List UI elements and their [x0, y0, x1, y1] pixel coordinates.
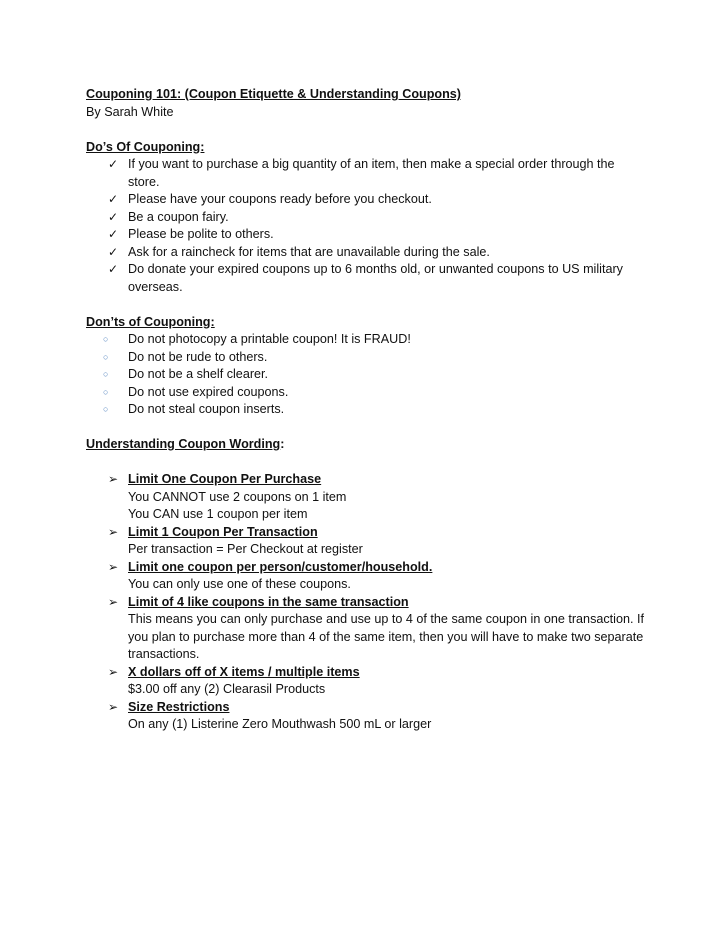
list-item: ➢ X dollars off of X items / multiple items $3.00 off any (2) Clearasil Products [108, 664, 360, 696]
list-item: ➢ Limit One Coupon Per Purchase You CANNOT use 2 coupons on 1 item You CAN use 1 coupon per item [108, 472, 347, 521]
wording-list [86, 471, 646, 734]
document-body [86, 86, 646, 734]
list-item: ➢ Limit one coupon per person/customer/household. You can only use one of these coupons. [108, 559, 433, 591]
arrow-bullet-icon: ➢ [108, 472, 119, 486]
list-item: ✓ If you want to purchase a big quantity of an item, then make a special order through the store. [108, 157, 615, 189]
checkmark-icon: ✓ [108, 157, 119, 171]
arrow-bullet-icon: ➢ [108, 559, 119, 574]
arrow-bullet-icon: ➢ [108, 699, 119, 714]
author-line: By Sarah White [86, 104, 174, 119]
wording-heading: Understanding Coupon Wording [86, 437, 281, 451]
checkmark-icon: ✓ [108, 209, 119, 224]
list-item: ○ Do not steal coupon inserts. [86, 401, 646, 419]
list-item: ✓ Ask for a raincheck for items that are unavailable during the sale. [86, 244, 646, 262]
dos-heading: Do’s Of Couponing: [86, 139, 205, 154]
dos-section [86, 139, 646, 297]
list-item: ➢ Limit of 4 like coupons in the same transaction This means you can only purchase and use up to 4 of the same coupon in one transaction. If you plan to purchase more than 4 of the same item, then you will have to make two separate transactions. [108, 594, 644, 661]
checkmark-icon: ✓ [108, 192, 119, 206]
donts-heading: Don’ts of Couponing: [86, 314, 215, 329]
circle-bullet-icon: ○ [103, 351, 109, 362]
list-item: ✓ Be a coupon fairy. [86, 209, 646, 227]
circle-bullet-icon: ○ [103, 386, 109, 397]
checkmark-icon: ✓ [108, 244, 119, 259]
donts-list [86, 331, 646, 419]
blank-line [86, 454, 646, 472]
list-item: ○ Do not photocopy a printable coupon! It is FRAUD! [86, 331, 646, 349]
list-item: ✓ Do donate your expired coupons up to 6 months old, or unwanted coupons to US military overseas. [108, 262, 623, 294]
arrow-bullet-icon: ➢ [108, 594, 119, 609]
list-item: ✓ Please have your coupons ready before you checkout. [86, 191, 646, 209]
list-item: ○ Do not be a shelf clearer. [86, 366, 646, 384]
wording-heading-colon: : [280, 437, 285, 451]
wording-section [86, 436, 646, 734]
checkmark-icon: ✓ [108, 227, 119, 241]
list-item: ○ Do not be rude to others. [86, 349, 646, 367]
arrow-bullet-icon: ➢ [108, 664, 119, 679]
list-item: ➢ Size Restrictions On any (1) Listerine Zero Mouthwash 500 mL or larger [108, 699, 432, 731]
list-item: ➢ Limit 1 Coupon Per Transaction Per transaction = Per Checkout at register [108, 524, 363, 556]
document-title: Couponing 101: (Coupon Etiquette & Understanding Coupons) [86, 87, 461, 101]
list-item: ○ Do not use expired coupons. [86, 384, 646, 402]
list-item: ✓ Please be polite to others. [86, 226, 646, 244]
dos-list [86, 156, 646, 296]
wording-heading-line [86, 436, 646, 454]
circle-bullet-icon: ○ [103, 334, 109, 344]
arrow-bullet-icon: ➢ [108, 524, 119, 539]
donts-section [86, 314, 646, 419]
circle-bullet-icon: ○ [103, 404, 109, 414]
circle-bullet-icon: ○ [103, 369, 109, 379]
checkmark-icon: ✓ [108, 262, 119, 276]
